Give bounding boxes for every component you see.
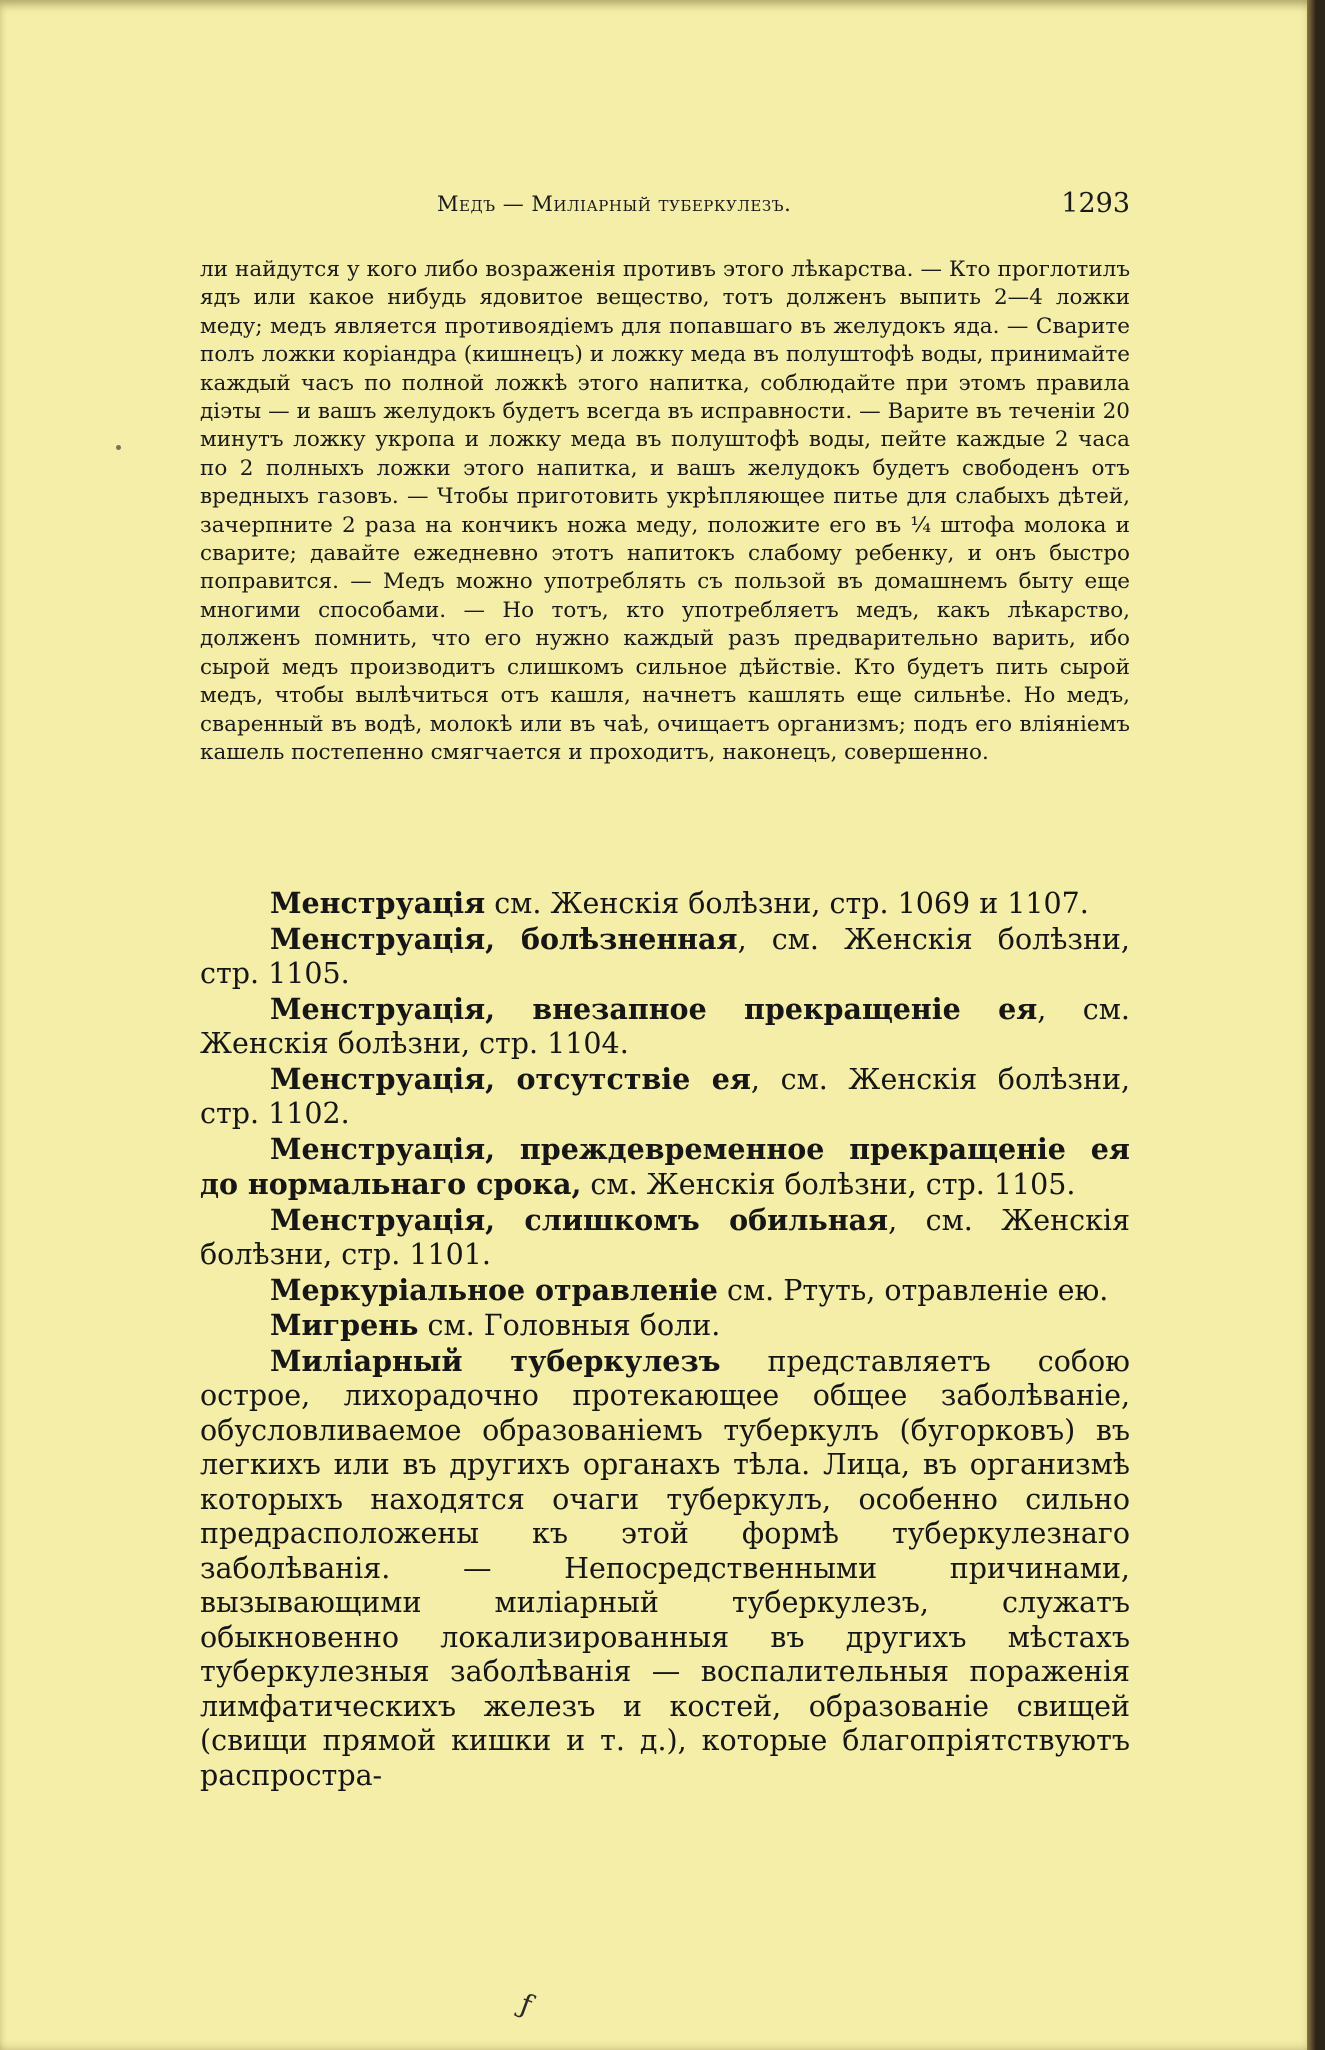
entry-text: представляетъ собою острое, лихорадочно протекающее общее заболѣваніе, обусловливаемое образованіемъ туберкулъ (бугорковъ) въ легкихъ или въ другихъ органахъ тѣла. Лица, въ организмѣ которыхъ находятся очаги туберкулъ, особенно сильно предрасположены къ этой формѣ туберкулезнаго заболѣванія. — Непосредственными причинами, вызывающими миліарный туберкулезъ, служатъ обыкновенно локализированныя въ другихъ мѣстахъ туберкулезныя заболѣванія — воспалительныя пораженія лимфатическихъ железъ и костей, образованіе свищей (свищи прямой кишки и т. д.), которые благопріятствуютъ распростра- [200,1344,1130,1792]
continuation-text-block [200,256,1130,767]
entry-term: Мигрень [270,1308,419,1342]
entry-term: Менструація, внезапное прекращеніе ея [270,991,1038,1026]
dictionary-entries [200,886,1130,1793]
entry-menstruation-sudden-stop [200,992,1130,1062]
entry-text: , см. Женскія болѣзни, стр. 1105. [200,922,1130,990]
entry-text: см. Женскія болѣзни, стр. 1105. [581,1168,1076,1201]
entry-menstruation-excessive [200,1203,1130,1273]
entry-term: Меркуріальное отравленіе [270,1272,718,1307]
page-edge-shadow [1307,0,1316,2050]
running-header [200,188,1130,224]
entry-text: см. Головныя боли. [418,1309,721,1342]
entry-mercurial-poisoning [200,1273,1130,1309]
entry-term: Менструація, преждевременное прекращеніе ея до нормальнаго срока, [200,1131,1130,1201]
entry-menstruation-painful [200,922,1130,992]
entry-term: Менструація, отсутствіе ея [270,1061,751,1096]
entry-term: Менструація, болѣзненная [270,921,738,956]
margin-speck [116,445,121,450]
entry-text: , см. Женскія болѣзни, стр. 1101. [200,1203,1131,1271]
stray-ink-mark: ƒ [515,1987,537,2022]
running-title: Медъ — Миліарный туберкулезъ. [437,192,792,216]
entry-menstruation-absence [200,1062,1130,1132]
entry-text: см. Ртуть, отравленіе ею. [717,1273,1109,1307]
entry-text: , см. Женскія болѣзни, стр. 1102. [200,1062,1130,1130]
entry-miliary-tuberculosis [200,1344,1130,1794]
entry-term: Менструація [270,886,486,920]
entry-term: Миліарный туберкулезъ [270,1343,721,1378]
entry-term: Менструація, слишкомъ обильная [270,1202,889,1237]
entry-migraine [200,1308,1130,1344]
page-number: 1293 [1061,188,1130,219]
continuation-paragraph: ли найдутся у кого либо возраженія противъ этого лѣкарства. — Кто проглотилъ ядъ или какое нибудь ядовитое вещество, тотъ долженъ выпить 2—4 ложки меду; медъ является противоядіемъ для попавшаго въ желудокъ яда. — Сварите полъ ложки коріандра (кишнецъ) и ложку меда въ полуштофѣ воды, принимайте каждый часъ по полной ложкѣ этого напитка, соблюдайте при этомъ правила діэты — и вашъ желудокъ будетъ всегда въ исправности. — Варите въ теченіи 20 минутъ ложку укропа и ложку меда въ полуштофѣ воды, пейте каждые 2 часа по 2 полныхъ ложки этого напитка, и вашъ желудокъ будетъ свободенъ отъ вредныхъ газовъ. — Чтобы приготовить укрѣпляющее питье для слабыхъ дѣтей, зачерпните 2 раза на кончикъ ножа меду, положите его въ ¼ штофа молока и сварите; давайте ежедневно этотъ напитокъ слабому ребенку, и онъ быстро поправится. — Медъ можно употреблять съ пользой въ домашнемъ быту еще многими способами. — Но тотъ, кто употребляетъ медъ, какъ лѣкарство, долженъ помнить, что его нужно каждый разъ предварительно варить, ибо сырой медъ производитъ слишкомъ сильное дѣйствіе. Кто будетъ пить сырой медъ, чтобы вылѣчиться отъ кашля, начнетъ кашлять еще сильнѣе. Но медъ, сваренный въ водѣ, молокѣ или въ чаѣ, очищаетъ организмъ; подъ его вліяніемъ кашель постепенно смягчается и проходитъ, наконецъ, совершенно. [200,257,1130,765]
entry-menstruation [200,886,1130,922]
entry-text: , см. Женскія болѣзни, стр. 1104. [200,992,1130,1060]
entry-menstruation-premature-stop [200,1132,1130,1203]
entry-text: см. Женскія болѣзни, стр. 1069 и 1107. [485,887,1089,920]
